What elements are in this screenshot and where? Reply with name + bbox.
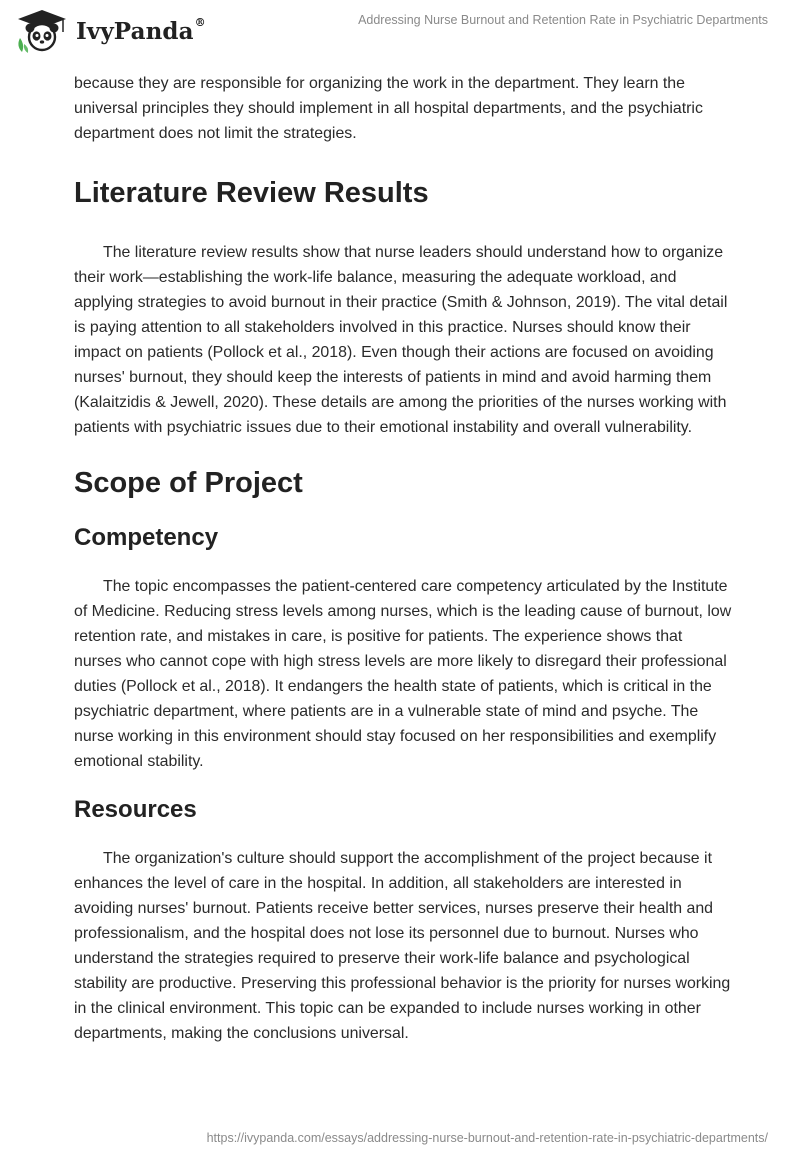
logo-name: IvyPanda (76, 17, 194, 45)
competency-paragraph: The topic encompasses the patient-centered care competency articulated by the Institute of Medicine. Reducing stress levels among nurses, which is the leading cause of burnout, low retention rate, and mistakes in care, is positive for patients. The experience shows that nurses who cannot cope with high stress levels are more likely to disregard their professional duties (Pollock et al., 2018). It endangers the health state of patients, which is critical in the psychiatric department, where patients are in a vulnerable state of mind and psyche. The nurse working in this environment should stay focused on her responsibilities and exemplify emotional stability. (74, 578, 732, 770)
essay-content (74, 71, 734, 1046)
page-header (0, 0, 800, 64)
running-title: Addressing Nurse Burnout and Retention Rate in Psychiatric Departments (358, 13, 768, 27)
logo-wordmark (76, 15, 206, 45)
resources-paragraph: The organization's culture should support the accomplishment of the project because it enhances the level of care in the hospital. In addition, all stakeholders are interested in avoiding nurses' burnout. Patients receive better services, nurses preserve their health and professionalism, and the hospital does not lose its personnel due to burnout. Nurses who understand the strategies required to preserve their work-life balance and psychological stability are productive. Preserving this professional behavior is the priority for nurses working in the clinical environment. This topic can be expanded to include nurses working in other departments, making the conclusions universal. (74, 850, 731, 1042)
intro-paragraph: because they are responsible for organizing the work in the department. They learn the universal principles they should implement in all hospital departments, and the psychiatric department does not limit the strategies. (74, 75, 703, 142)
resources-heading: Resources (74, 796, 197, 823)
scope-heading: Scope of Project (74, 467, 303, 499)
competency-heading: Competency (74, 524, 219, 551)
source-url[interactable]: https://ivypanda.com/essays/addressing-nurse-burnout-and-retention-rate-in-psychiatric-departments/ (206, 1131, 768, 1145)
ivypanda-logo[interactable] (14, 8, 206, 54)
literature-review-paragraph: The literature review results show that nurse leaders should understand how to organize their work—establishing the work-life balance, measuring the adequate workload, and applying strategies to avoid burnout in their practice (Smith & Johnson, 2019). The vital detail is paying attention to all stakeholders involved in this practice. Nurses should know their impact on patients (Pollock et al., 2018). Even though their actions are focused on avoiding nurses' burnout, they should keep the interests of patients in mind and avoid harming them (Kalaitzidis & Jewell, 2020). These details are among the priorities of the nurses working with patients with psychiatric issues due to their emotional instability and overall vulnerability. (74, 244, 728, 436)
literature-review-heading: Literature Review Results (74, 177, 429, 209)
registered-mark: ® (194, 15, 206, 29)
panda-graduate-icon (14, 8, 70, 54)
